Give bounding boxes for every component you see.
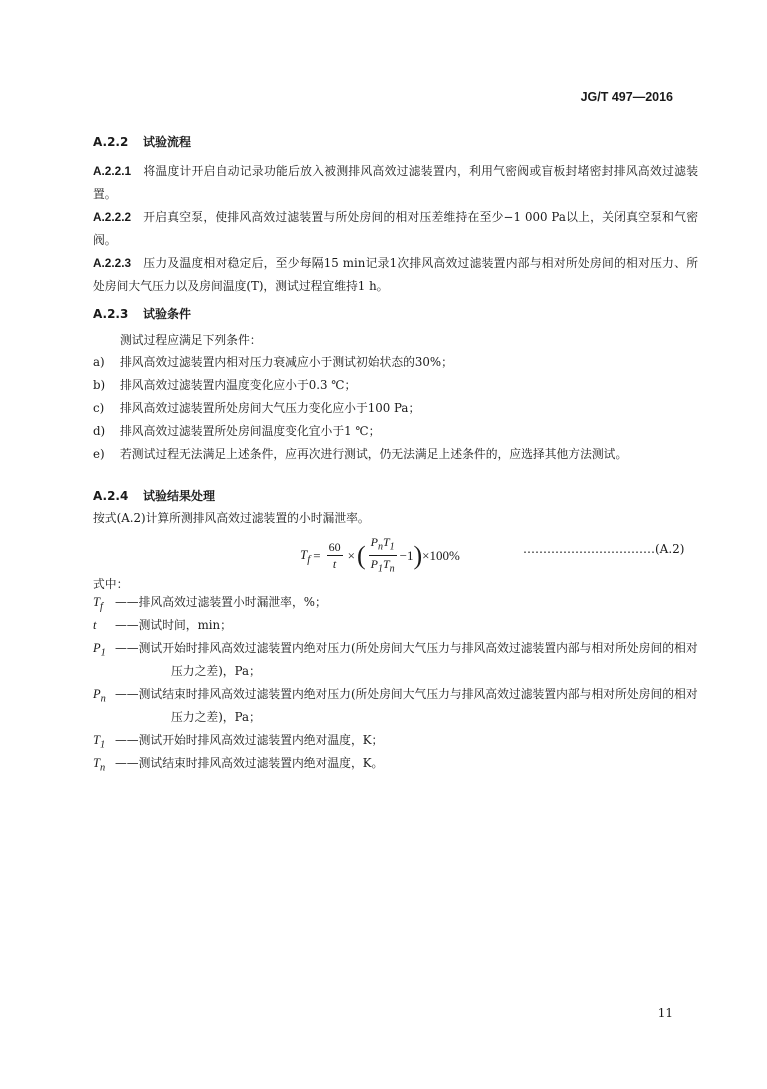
definition-text: ——测试开始时排风高效过滤装置内绝对温度，K；	[115, 733, 384, 747]
formula-times: ×	[347, 547, 355, 563]
equation-number: ……………………………(A.2)	[523, 542, 685, 556]
list-item-text: 排风高效过滤装置内相对压力衰减应小于测试初始状态的30%；	[120, 355, 453, 369]
formula-minus-one: −1	[399, 547, 414, 563]
section-title: 试验结果处理	[143, 489, 216, 503]
definition-text: ——测试时间，min；	[115, 618, 232, 632]
section-number: A.2.4	[93, 489, 129, 503]
list-item-text: 排风高效过滤装置内温度变化应小于0.3 ℃；	[120, 378, 357, 392]
list-marker: a)	[93, 355, 105, 369]
clause-number: A.2.2.1	[93, 164, 132, 178]
page-number: 11	[657, 1006, 673, 1020]
definition-item	[93, 683, 698, 729]
standard-code-header: JG/T 497—2016	[580, 90, 673, 104]
clause-text: 压力及温度相对稳定后，至少每隔15 min记录1次排风高效过滤装置内部与相对所处房间的相对压力、所处房间大气压力以及房间温度(T)，测试过程宜维持1 h。	[93, 256, 698, 293]
paragraph-a223	[93, 252, 698, 298]
definition-text: ——测试结束时排风高效过滤装置内绝对温度，K。	[115, 756, 384, 770]
list-item-text: 排风高效过滤装置所处房间大气压力变化应小于100 Pa；	[120, 401, 421, 415]
definition-text: ——测试开始时排风高效过滤装置内绝对压力(所处房间大气压力与排风高效过滤装置内部与相对所处房间的相对压力之差)，Pa；	[115, 641, 698, 678]
definition-symbol: $T_1$	[93, 733, 106, 751]
clause-number: A.2.2.3	[93, 256, 132, 270]
section-number: A.2.3	[93, 307, 129, 321]
list-marker: b)	[93, 378, 106, 392]
list-item	[93, 443, 698, 466]
formula-lhs: $T_f$	[300, 546, 311, 566]
section-number: A.2.2	[93, 135, 129, 149]
definition-symbol: $P_n$	[93, 687, 106, 705]
calc-intro: 按式(A.2)计算所测排风高效过滤装置的小时漏泄率。	[93, 511, 370, 525]
definition-symbol: $T_n$	[93, 756, 106, 774]
clause-number: A.2.2.2	[93, 210, 132, 224]
definition-text: ——测试结束时排风高效过滤装置内绝对压力(所处房间大气压力与排风高效过滤装置内部与相对所处房间的相对压力之差)，Pa；	[115, 687, 698, 724]
definition-item	[93, 752, 698, 775]
section-title: 试验流程	[143, 135, 192, 149]
list-item-text: 若测试过程无法满足上述条件，应再次进行测试，仍无法满足上述条件的，应选择其他方法测试。	[120, 447, 628, 461]
formula-fraction-60-t: $\frac{60}{t}$	[328, 540, 341, 572]
conditions-intro: 测试过程应满足下列条件：	[120, 333, 262, 347]
where-label: 式中：	[93, 577, 129, 591]
list-marker: c)	[93, 401, 105, 415]
list-item	[93, 374, 698, 397]
list-marker: e)	[93, 447, 105, 461]
list-item	[93, 420, 698, 443]
formula-close-paren: )	[413, 540, 423, 570]
formula-equals: =	[313, 547, 321, 563]
paragraph-a222	[93, 206, 698, 252]
section-heading-a23	[93, 305, 191, 322]
definition-symbol: $T_f$	[93, 595, 103, 613]
formula-fraction-pressure-temp: $\frac{P_nT_1}{P_1T_n}$	[370, 535, 395, 575]
clause-text: 开启真空泵，使排风高效过滤装置与所处房间的相对压差维持在至少−1 000 Pa以上，关闭真空泵和气密阀。	[93, 210, 698, 247]
section-heading-a22	[93, 133, 191, 150]
list-marker: d)	[93, 424, 106, 438]
definition-symbol: $P_1$	[93, 641, 106, 659]
list-item-text: 排风高效过滤装置所处房间温度变化宜小于1 ℃；	[120, 424, 381, 438]
list-item	[93, 351, 698, 374]
section-title: 试验条件	[143, 307, 192, 321]
definition-item	[93, 614, 698, 637]
clause-text: 将温度计开启自动记录功能后放入被测排风高效过滤装置内，利用气密阀或盲板封堵密封排风高效过滤装置。	[93, 164, 698, 201]
definition-item	[93, 591, 698, 614]
section-heading-a24	[93, 487, 215, 504]
definition-item	[93, 729, 698, 752]
paragraph-a221	[93, 160, 698, 206]
definition-text: ——排风高效过滤装置小时漏泄率，%；	[115, 595, 327, 609]
definition-symbol: t	[93, 618, 97, 632]
definition-item	[93, 637, 698, 683]
list-item	[93, 397, 698, 420]
formula-tail: ×100%	[422, 547, 460, 563]
formula-open-paren: (	[356, 540, 366, 570]
leak-rate-formula	[300, 534, 460, 578]
